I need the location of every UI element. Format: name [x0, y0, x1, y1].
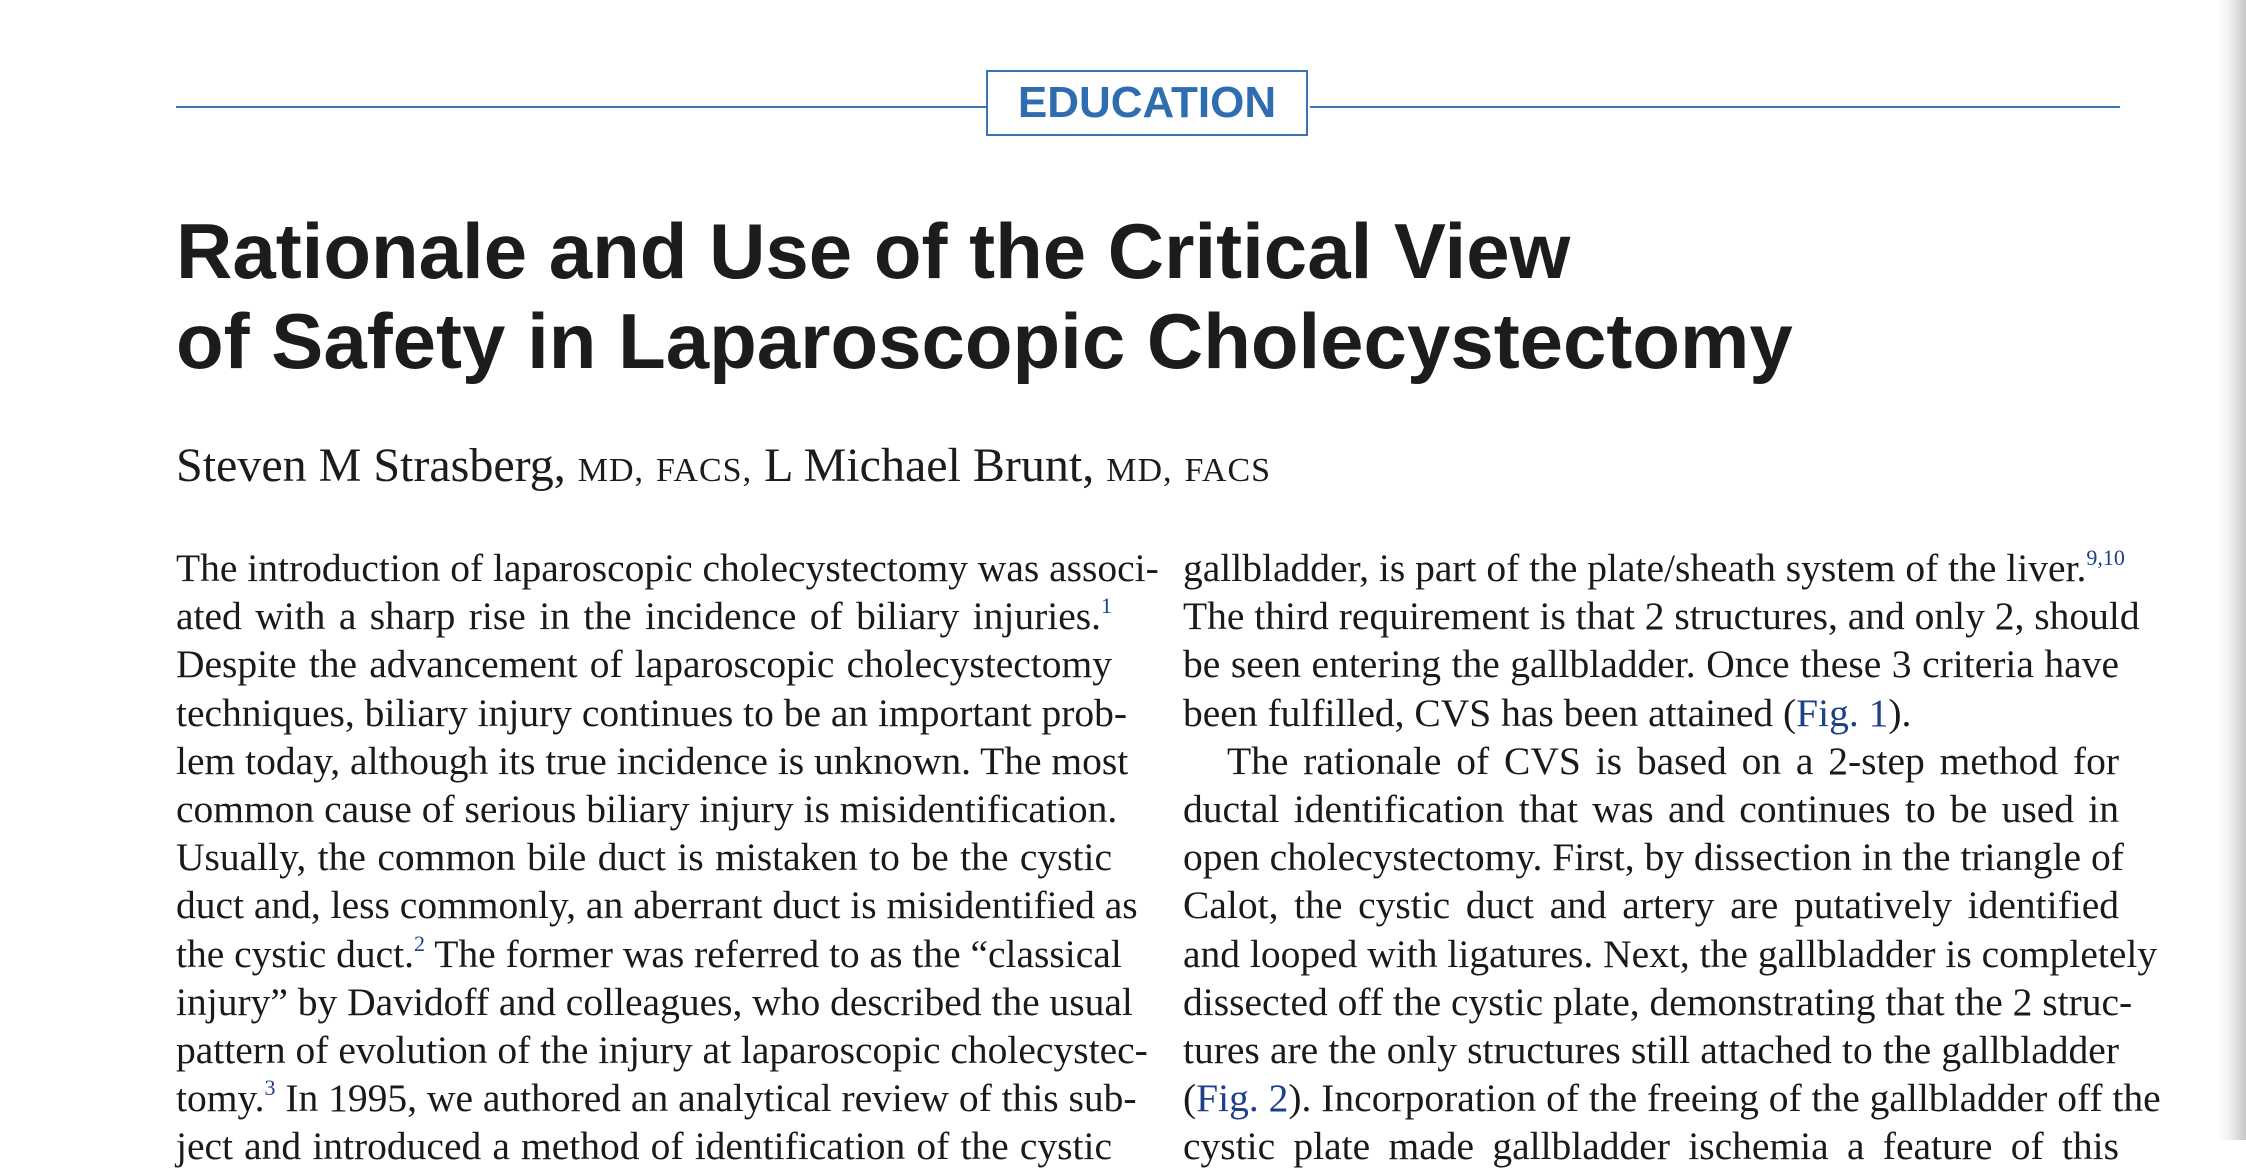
text-line: pattern of evolution of the injury at laparoscopic cholecystec- [176, 1027, 1148, 1072]
article-title [176, 206, 2076, 386]
text-line: The third requirement is that 2 structures, and only 2, should [1183, 594, 2140, 639]
text-span: ( [1183, 1076, 1197, 1121]
body-column-left [176, 544, 1159, 1170]
text-line: be seen entering the gallbladder. Once these 3 criteria have [1183, 642, 2119, 687]
text-span: the cystic duct. [176, 931, 415, 976]
author-degree: FACS [1184, 452, 1272, 489]
text-line: tures are the only structures still attached to the gallbladder [1183, 1027, 2119, 1072]
text-span: tomy. [176, 1076, 265, 1121]
text-span: In 1995, we authored an analytical review of this sub- [275, 1076, 1137, 1121]
text-line: injury” by Davidoff and colleagues, who described the usual [176, 979, 1133, 1024]
citation-link[interactable]: 9,10 [2086, 545, 2125, 570]
author-name: Steven M Strasberg, [176, 439, 566, 492]
body-column-right [1183, 544, 2161, 1170]
title-line-2: of Safety in Laparoscopic Cholecystectomy [176, 297, 1793, 385]
text-line: The rationale of CVS is based on a 2-step method for [1227, 738, 2119, 783]
text-line: dissected off the cystic plate, demonstrating that the 2 struc- [1183, 979, 2133, 1024]
text-span: The former was referred to as the “classical [425, 931, 1122, 976]
figure-link[interactable]: Fig. 2 [1196, 1076, 1289, 1121]
header-rule-left [176, 106, 986, 108]
text-line: ject and introduced a method of identification of the cystic [176, 1124, 1112, 1169]
text-line [176, 1074, 1137, 1122]
text-span: ). Incorporation of the freeing of the gallbladder off the [1288, 1076, 2161, 1121]
text-line: cystic plate made gallbladder ischemia a feature of this [1183, 1124, 2119, 1169]
figure-link[interactable]: Fig. 1 [1796, 690, 1889, 735]
text-line: The introduction of laparoscopic cholecystectomy was associ- [176, 546, 1159, 590]
text-line [1183, 1074, 2161, 1122]
author-degree: MD, [1106, 452, 1173, 489]
author-degree: MD, [577, 452, 645, 489]
text-span: ated with a sharp rise in the incidence of biliary injuries. [176, 594, 1101, 639]
section-label: EDUCATION [986, 70, 1308, 136]
text-line [1183, 689, 2119, 737]
text-line [1183, 544, 2125, 592]
header-rule-right [1310, 106, 2120, 108]
citation-link[interactable]: 2 [414, 930, 426, 956]
text-line: ductal identification that was and continues to be used in [1183, 786, 2119, 831]
text-line: techniques, biliary injury continues to be an important prob- [176, 690, 1128, 735]
text-line: Despite the advancement of laparoscopic cholecystectomy [176, 642, 1112, 687]
text-line [176, 930, 1122, 978]
text-line: common cause of serious biliary injury is misidentification. [176, 786, 1118, 831]
text-span: gallbladder, is part of the plate/sheath system of the liver. [1183, 546, 2087, 590]
citation-link[interactable]: 3 [264, 1075, 276, 1101]
author-name: L Michael Brunt, [764, 439, 1095, 492]
text-span: ). [1888, 690, 1912, 735]
author-degree: FACS, [656, 452, 753, 489]
text-line: open cholecystectomy. First, by dissection in the triangle of [1183, 835, 2124, 880]
text-span: been fulfilled, CVS has been attained ( [1183, 690, 1797, 735]
page-edge-shadow [2218, 0, 2246, 1140]
title-line-1: Rationale and Use of the Critical View [176, 207, 1571, 295]
text-line [176, 592, 1112, 640]
text-line: and looped with ligatures. Next, the gallbladder is completely [1183, 931, 2158, 976]
text-line: duct and, less commonly, an aberrant duct is misidentified as [176, 883, 1138, 928]
text-line: lem today, although its true incidence is unknown. The most [176, 738, 1129, 783]
citation-link[interactable]: 1 [1101, 593, 1112, 619]
text-line: Calot, the cystic duct and artery are putatively identified [1183, 883, 2119, 928]
text-line: Usually, the common bile duct is mistaken to be the cystic [176, 835, 1112, 880]
author-byline [176, 438, 1271, 499]
